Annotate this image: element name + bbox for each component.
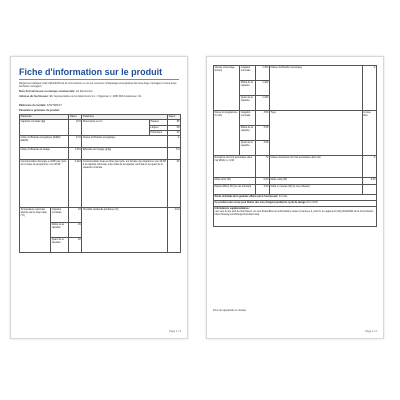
table-row: Moitié de la capacité 1 400 — [214, 81, 377, 96]
address-label: Adresse du fournisseur: — [19, 95, 49, 98]
table-row: Vitesse d'essorage (tr/min) Capacité nominale 1 400 Classe d'efficacité d'essorage A — [214, 66, 377, 81]
table-row: Indice d'efficacité énergétique (IEEW) (EEIW) 41,5 Classe d'efficacité énergétique A — [20, 135, 181, 147]
table-row: Indice d'efficacité de lavage 1,031 Efficacité de rinçage (g/kg) 5,0 — [20, 147, 181, 159]
model-value: F2WT08AXT — [46, 104, 62, 107]
table-row: Moitié de la capacité 26 — [20, 222, 181, 237]
table-row: Émissions de bruit acoustique dans l'air dB(A) re 1 pW 72 Classe d'émission de bruit acoustique dans l'air A — [214, 156, 377, 178]
table-row: Température maximale atteinte par le linge traité (°C) Capacité nominale 33 Humidité résiduelle pondérée (%) 44,9 — [20, 207, 181, 222]
table-row: Quart de la capacité 20 — [20, 237, 181, 252]
table-row: Consommation d'énergie en kWh par cycle, sur la base du programme 'eco 40-60' 0,444 Consommation d'eau en litres par cycle, sur la base du programme 'eco 40-60' à la capacité nominale, à la moitié de la capacité nominale et au quart de la capacité nominale 52 — [20, 159, 181, 207]
section-heading: Paramètres généraux du produit: — [19, 109, 60, 112]
page-number: Page 2 / 2 — [365, 330, 377, 333]
table-row: Mode arrêt (W) 0,50 Mode veille (W) 0,50 — [214, 178, 377, 185]
table-row: Quart de la capacité 1 400 — [214, 96, 377, 111]
model-label: Référence du modèle: — [19, 104, 47, 107]
supplier-label: Nom du fournisseur ou marque commerciale: — [19, 90, 76, 93]
address-value: EU representative at LG Electronics Inc., Krijgsman 1, 1186 DM Amstelveen, NL — [49, 95, 142, 98]
table-row: Moitié de la capacité 2:59 — [214, 126, 377, 141]
document-page-2 — [206, 56, 384, 339]
supplier-line — [19, 90, 179, 93]
table-row: Quart de la capacité 2:59 — [214, 141, 377, 156]
table-row: Durée minimale de la garantie offerte par le fournisseur: 24 mois — [214, 195, 377, 201]
parameters-table — [19, 114, 181, 253]
table-row: Durée du programme (h:min) Capacité nominale 3:59 Type À pose libre — [214, 111, 377, 126]
regulation-text: Règlement délégué (UE) 2019/2016 de la Commission en ce qui concerne l'étiquetage énergétique des lave-linge ménagers et lave-linge séchants ménagers — [19, 82, 177, 89]
header-value-2: Valeur — [167, 115, 180, 120]
table-row: Largeur 60 — [150, 126, 180, 130]
table-row: Profondeur 62 — [150, 131, 180, 135]
document-page-1 — [10, 56, 188, 339]
address-line — [19, 95, 179, 98]
table-row: Ce produit a été conçu pour libérer des ions d'argent pendant le cycle de lavage OUI / NON — [214, 201, 377, 207]
model-line — [19, 104, 179, 107]
parameters-table-continued — [213, 65, 377, 227]
header-param-2: Paramètre — [82, 115, 168, 120]
title-divider — [19, 79, 179, 80]
header-value: Valeur — [69, 115, 82, 120]
header-param: Paramètre — [20, 115, 69, 120]
table-row: Capacité nominale (kg) 10,5 Dimensions en cm Hauteur 85 — [20, 119, 181, 125]
table-row: Informations supplémentaires: Lien vers le site web du fournisseur, où sont disponibles les informations visées à l'annexe II, point 9, du règlement (UE) 2019/2023 de la Commission: https://www.lg.com/fr/support/product-help — [214, 207, 377, 227]
supplier-link[interactable]: https://www.lg.com/fr/support/product-help — [214, 213, 260, 217]
page-title: Fiche d'information sur le produit — [19, 67, 163, 77]
table-row: Départ différé (W) (le cas échéant) 4,00 Veille en réseau (W) (le cas échéant) — [214, 185, 377, 195]
footnote: Pour les appareils en réseau — [213, 309, 247, 312]
page-number: Page 1 / 2 — [169, 330, 181, 333]
supplier-value: LG Electronics — [75, 90, 93, 93]
